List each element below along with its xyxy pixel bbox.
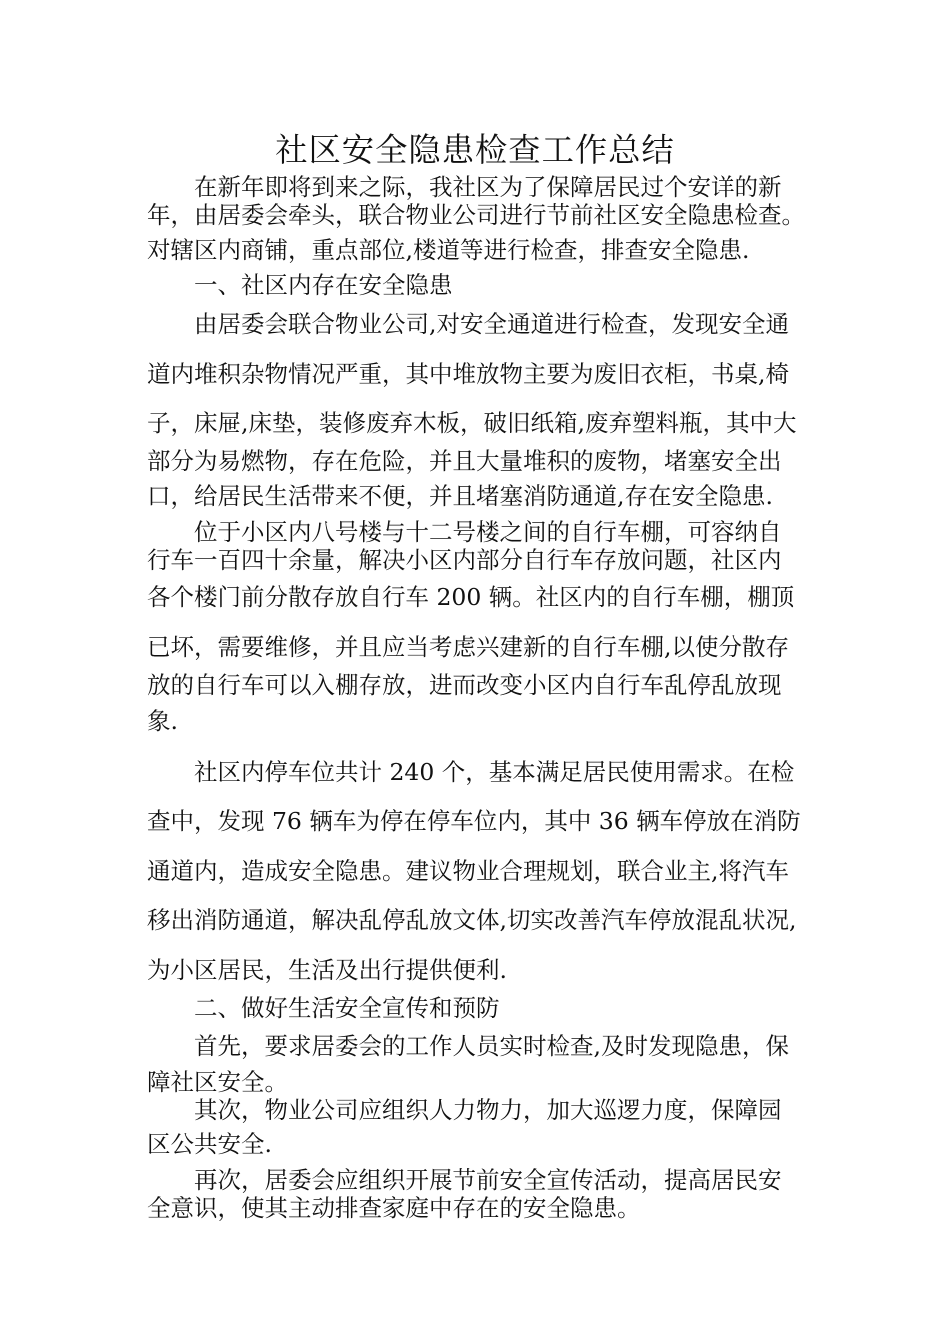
text-line: 道内堆积杂物情况严重，其中堆放物主要为废旧衣柜，书桌,椅 xyxy=(147,360,789,388)
text-line: 再次，居委会应组织开展节前安全宣传活动，提高居民安 xyxy=(194,1166,782,1194)
text-line: 移出消防通道，解决乱停乱放文体,切实改善汽车停放混乱状况, xyxy=(147,906,797,934)
text-line: 放的自行车可以入棚存放，进而改变小区内自行车乱停乱放现 xyxy=(147,671,782,699)
text-line: 首先，要求居委会的工作人员实时检查,及时发现隐患，保 xyxy=(194,1032,789,1060)
text-line: 子，床屉,床垫，装修废弃木板，破旧纸箱,废弃塑料瓶，其中大 xyxy=(147,409,797,437)
text-line: 为小区居民，生活及出行提供便利. xyxy=(147,956,507,984)
text-line: 通道内，造成安全隐患。建议物业合理规划，联合业主,将汽车 xyxy=(147,857,789,885)
text-line: 查中，发现 76 辆车为停在停车位内，其中 36 辆车停放在消防 xyxy=(147,807,801,835)
text-line: 区公共安全. xyxy=(147,1130,272,1158)
section-heading: 一、社区内存在安全隐患 xyxy=(194,271,453,299)
text-line: 口，给居民生活带来不便，并且堵塞消防通道,存在安全隐患. xyxy=(147,482,773,510)
text-line: 年，由居委会牵头，联合物业公司进行节前社区安全隐患检查。 xyxy=(147,201,805,229)
text-line: 社区内停车位共计 240 个，基本满足居民使用需求。在检 xyxy=(194,758,795,786)
text-line: 位于小区内八号楼与十二号楼之间的自行车棚，可容纳自 xyxy=(194,518,782,546)
document-title: 社区安全隐患检查工作总结 xyxy=(275,131,675,169)
text-line: 在新年即将到来之际，我社区为了保障居民过个安详的新 xyxy=(194,173,782,201)
text-line: 全意识，使其主动排查家庭中存在的安全隐患。 xyxy=(147,1194,641,1222)
text-line: 已坏，需要维修，并且应当考虑兴建新的自行车棚,以使分散存 xyxy=(147,633,789,661)
text-line: 各个楼门前分散存放自行车 200 辆。社区内的自行车棚，棚顶 xyxy=(147,583,795,611)
text-line: 象. xyxy=(147,707,178,735)
text-line: 对辖区内商铺，重点部位,楼道等进行检查，排查安全隐患. xyxy=(147,236,750,264)
text-line: 由居委会联合物业公司,对安全通道进行检查，发现安全通 xyxy=(194,310,789,338)
text-line: 行车一百四十余量，解决小区内部分自行车存放问题，社区内 xyxy=(147,546,782,574)
text-line: 部分为易燃物，存在危险，并且大量堆积的废物，堵塞安全出 xyxy=(147,447,782,475)
section-heading: 二、做好生活安全宣传和预防 xyxy=(194,994,500,1022)
text-line: 其次，物业公司应组织人力物力，加大巡逻力度，保障园 xyxy=(194,1096,782,1124)
text-line: 障社区安全。 xyxy=(147,1068,288,1096)
